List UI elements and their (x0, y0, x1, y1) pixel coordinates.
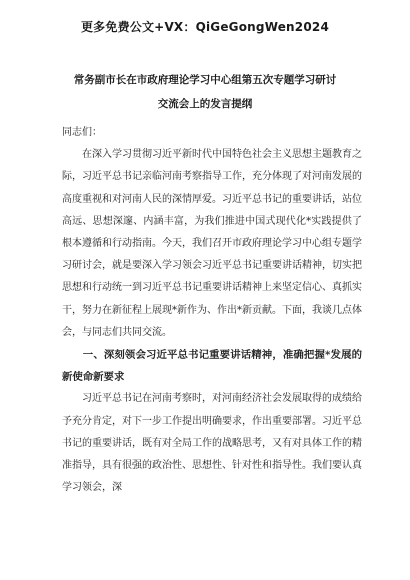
intro-paragraph: 在深入学习贯彻习近平新时代中国特色社会主义思想主题教育之际，习近平总书记亲临河南考察指导工作，充分体现了对河南发展的高度重视和对河南人民的深情厚爱。习近平总书记的重要讲话，站位高远、思想深邃、内涵丰富，为我们推进中国式现代化*实践提供了根本遵循和行动指南。今天，我们召开市政府理论学习中心组专题学习研讨会，就是要深入学习领会习近平总书记重要讲话精神，切实把思想和行动统一到习近平总书记重要讲话精神上来坚定信心、真抓实干，努力在新征程上展现*新作为、作出*新贡献。下面，我谈几点体会，与同志们共同交流。 (62, 149, 362, 338)
document-body (62, 122, 362, 499)
section-1-paragraph: 习近平总书记在河南考察时，对河南经济社会发展取得的成绩给予充分肯定，对下一步工作提出明确要求，作出重要部署。习近平总书记的重要讲话，既有对全局工作的战略思考，又有对具体工作的精准指导，具有很强的政治性、思想性、针对性和指导性。我们要认真学习领会，深 (62, 393, 362, 494)
title-line-1: 常务副市长在市政府理论学习中心组第五次专题学习研讨 (73, 74, 337, 86)
page-header: 更多免费公文+VX：QiGeGongWen2024 (80, 20, 329, 34)
section-heading-1: 一、深刻领会习近平总书记重要讲话精神，准确把握*发展的新使命新要求 (62, 349, 362, 384)
document-title (38, 68, 372, 116)
salutation: 同志们： (62, 127, 102, 138)
title-line-2: 交流会上的发言提纲 (157, 98, 253, 110)
